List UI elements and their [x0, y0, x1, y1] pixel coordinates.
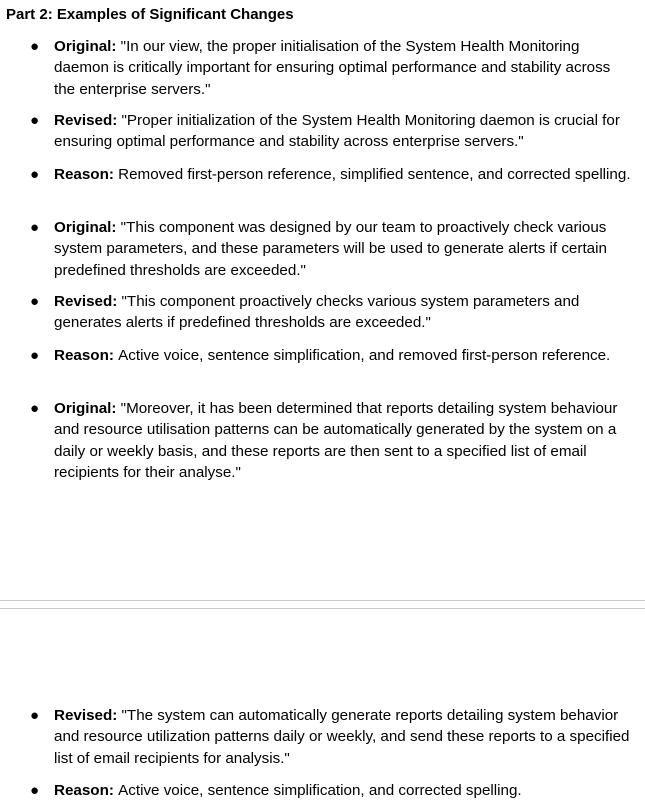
list-item [30, 36, 634, 100]
bullet-icon: ● [30, 400, 40, 417]
item-label: Reason: [54, 782, 119, 799]
item-label: Revised: [54, 293, 122, 310]
list-item [30, 217, 634, 281]
bullet-icon: ● [30, 166, 40, 183]
item-text: "Moreover, it has been determined that reports detailing system behaviour and resource utilisation patterns can be automatically generated by the system on a daily or weekly basis, and these reports are then sent to a specified list of email recipients for their analyse." [54, 400, 618, 482]
item-label: Reason: [54, 166, 119, 183]
document-page-2 [0, 609, 645, 806]
bullet-icon: ● [30, 112, 40, 129]
item-label: Original: [54, 400, 121, 417]
item-text: "This component was designed by our team to proactively check various system parameters, and these parameters will be used to generate alerts if certain predefined thresholds are exceeded." [54, 219, 607, 279]
bullet-icon: ● [30, 782, 40, 799]
bullet-icon: ● [30, 293, 40, 310]
bullet-icon: ● [30, 219, 40, 236]
item-label: Revised: [54, 707, 122, 724]
item-text: Active voice, sentence simplification, and corrected spelling. [118, 782, 522, 799]
item-text: "Proper initialization of the System Health Monitoring daemon is crucial for ensuring optimal performance and stability across enterprise servers." [54, 112, 620, 151]
list-item [30, 164, 634, 185]
section-heading: Part 2: Examples of Significant Changes [6, 6, 294, 23]
item-label: Revised: [54, 112, 122, 129]
list-item [30, 705, 634, 769]
page-break [0, 600, 645, 609]
item-label: Original: [54, 38, 121, 55]
list-item [30, 345, 634, 366]
item-label: Original: [54, 219, 121, 236]
list-item [30, 398, 634, 484]
list-item [30, 291, 634, 334]
item-text: Removed first-person reference, simplified sentence, and corrected spelling. [118, 166, 631, 183]
list-item [30, 110, 634, 153]
list-item [30, 780, 634, 801]
item-text: "In our view, the proper initialisation of the System Health Monitoring daemon is critically important for ensuring optimal performance and stability across the enterprise servers." [54, 38, 611, 98]
item-text: "This component proactively checks various system parameters and generates alerts if predefined thresholds are exceeded." [54, 293, 580, 332]
item-text: Active voice, sentence simplification, and removed first-person reference. [118, 347, 611, 364]
bullet-icon: ● [30, 38, 40, 55]
item-label: Reason: [54, 347, 119, 364]
bullet-icon: ● [30, 707, 40, 724]
item-text: "The system can automatically generate reports detailing system behavior and resource utilization patterns daily or weekly, and send these reports to a specified list of email recipients for analysis." [54, 707, 630, 767]
bullet-icon: ● [30, 347, 40, 364]
